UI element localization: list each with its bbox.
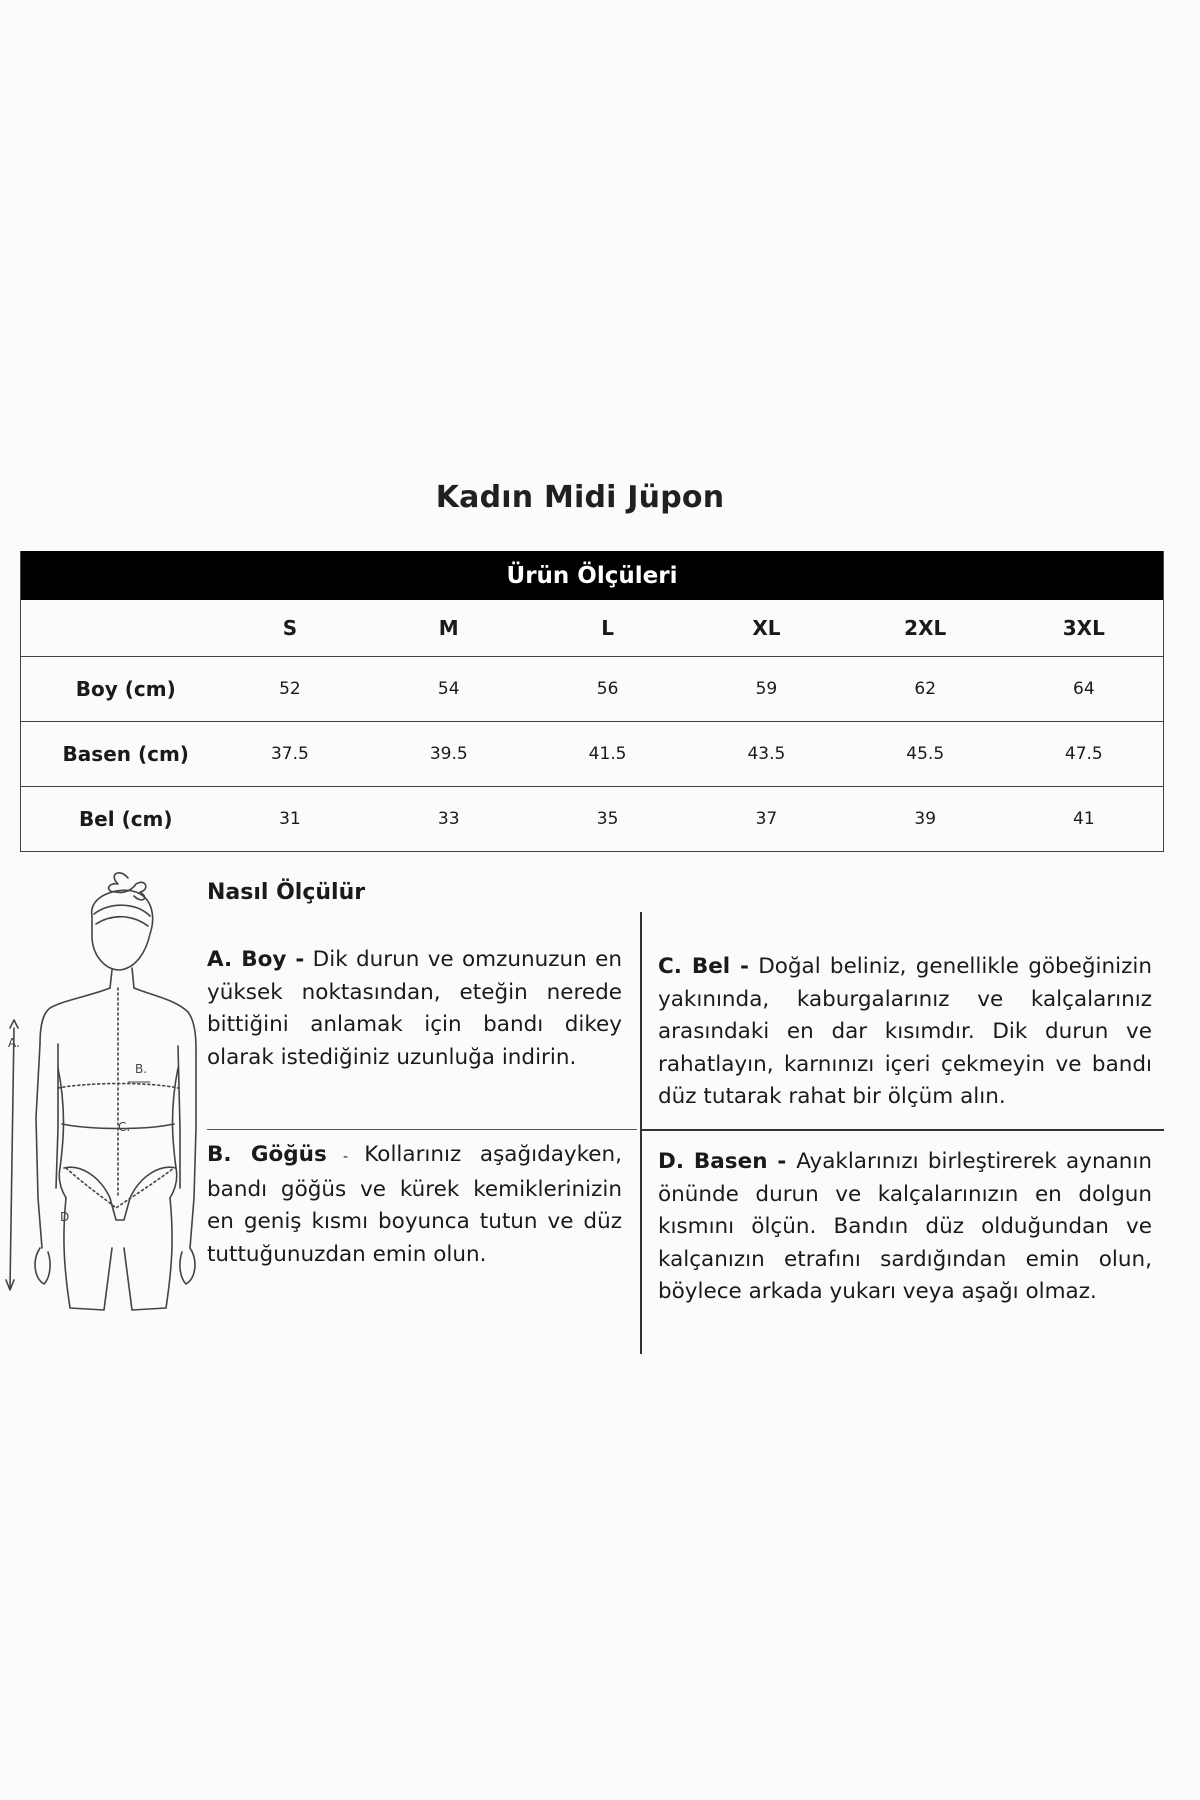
table-cell: 62 — [846, 657, 1005, 722]
instruction-d-lead: D. Basen — [658, 1149, 768, 1174]
table-banner: Ürün Ölçüleri — [21, 551, 1164, 600]
instruction-d-text: Ayaklarınızı birleştirerek aynanın önünde durun ve kalçalarınızın en dolgun kısmını ölçün. Bandın düz olduğundan ve kalçanızın etrafını sardığından emin olun, böylece arkada yukarı veya aşağı olmaz. — [658, 1149, 1152, 1304]
figure-label-a: A. — [8, 1036, 20, 1050]
table-cell: 43.5 — [687, 722, 846, 787]
size-header: L — [528, 600, 687, 657]
body-measurement-illustration-icon — [0, 868, 200, 1338]
instruction-c — [658, 951, 1152, 1114]
table-cell: 33 — [369, 787, 528, 852]
instruction-a — [207, 944, 622, 1074]
table-cell: 52 — [211, 657, 370, 722]
instruction-b-lead: B. Göğüs — [207, 1142, 327, 1167]
size-table — [20, 551, 1164, 852]
size-header-row — [21, 600, 1164, 657]
page-title: Kadın Midi Jüpon — [435, 480, 725, 515]
figure-label-d: D — [60, 1210, 70, 1224]
table-cell: 39 — [846, 787, 1005, 852]
instruction-a-lead: A. Boy - — [207, 947, 305, 972]
size-header: XL — [687, 600, 846, 657]
instruction-a-text: Dik durun ve omzunuzun en yüksek noktasından, eteğin nerede bittiğini anlamak için bandı dikey olarak istediğiniz uzunluğa indirin. — [207, 947, 623, 1070]
table-cell: 45.5 — [846, 722, 1005, 787]
table-cell: 37.5 — [211, 722, 370, 787]
table-cell: 41 — [1005, 787, 1164, 852]
instruction-b — [207, 1139, 622, 1271]
how-to-title: Nasıl Ölçülür — [207, 880, 366, 905]
figure-label-c: C. — [118, 1120, 131, 1134]
table-row — [21, 787, 1164, 852]
size-header: M — [369, 600, 528, 657]
table-cell: 39.5 — [369, 722, 528, 787]
row-label: Boy (cm) — [21, 657, 211, 722]
horizontal-divider-right — [640, 1129, 1164, 1131]
instruction-b-separator: - — [326, 1149, 365, 1165]
instruction-d — [658, 1146, 1152, 1309]
row-label: Bel (cm) — [21, 787, 211, 852]
table-cell: 41.5 — [528, 722, 687, 787]
header-empty-cell — [21, 600, 211, 657]
size-header: 3XL — [1005, 600, 1164, 657]
table-cell: 56 — [528, 657, 687, 722]
figure-label-b: B. — [135, 1062, 148, 1076]
table-cell: 59 — [687, 657, 846, 722]
instruction-d-separator: - — [767, 1149, 797, 1174]
table-cell: 35 — [528, 787, 687, 852]
row-label: Basen (cm) — [21, 722, 211, 787]
table-row — [21, 657, 1164, 722]
instruction-b-text: Kollarınız aşağıdayken, bandı göğüs ve kürek kemiklerinizin en geniş kısmı boyunca tutun ve düz tuttuğunuzdan emin olun. — [207, 1142, 622, 1267]
table-row — [21, 722, 1164, 787]
table-cell: 37 — [687, 787, 846, 852]
size-header: S — [211, 600, 370, 657]
table-cell: 64 — [1005, 657, 1164, 722]
table-banner-row — [21, 551, 1164, 600]
table-cell: 54 — [369, 657, 528, 722]
table-cell: 31 — [211, 787, 370, 852]
horizontal-divider-left — [207, 1129, 637, 1130]
instruction-c-lead: C. Bel - — [658, 954, 749, 979]
instruction-c-text: Doğal beliniz, genellikle göbeğinizin yakınında, kaburgalarınız ve kalçalarınız arasındaki en dar kısımdır. Dik durun ve rahatlayın, karnınızı içeri çekmeyin ve bandı düz tutarak rahat bir ölçüm alın. — [658, 954, 1152, 1109]
table-cell: 47.5 — [1005, 722, 1164, 787]
vertical-divider — [640, 912, 642, 1354]
size-header: 2XL — [846, 600, 1005, 657]
